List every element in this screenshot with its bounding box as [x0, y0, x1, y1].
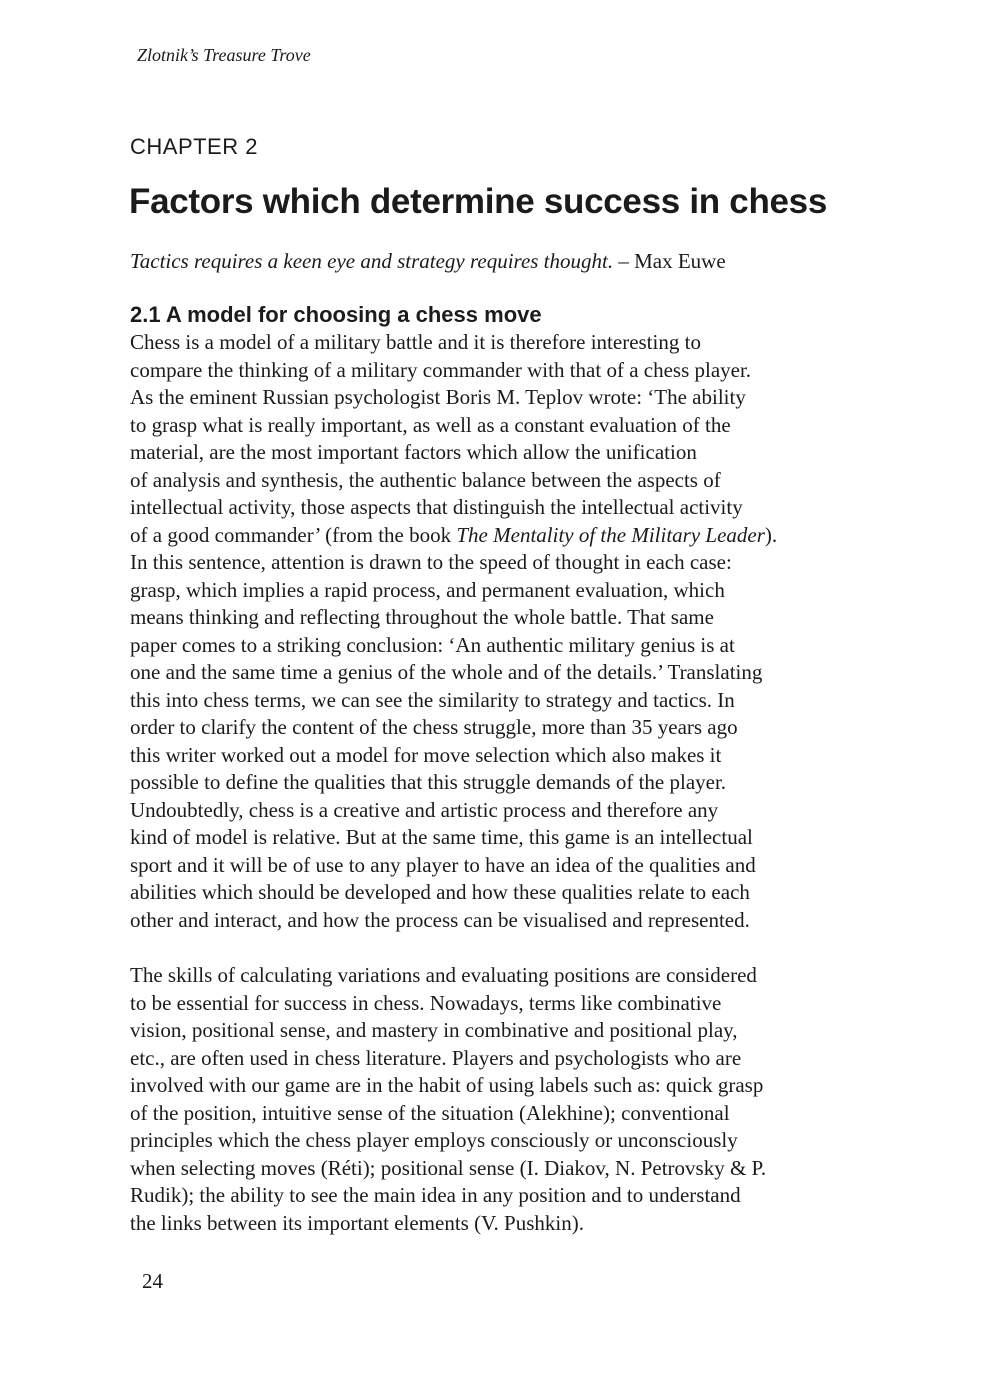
- text-line: etc., are often used in chess literature. Players and psychologists who are: [130, 1045, 742, 1070]
- text-line: As the eminent Russian psychologist Boris M. Teplov wrote: ‘The ability: [130, 385, 746, 409]
- text-line: In this sentence, attention is drawn to the speed of thought in each case:: [130, 550, 732, 574]
- text-line: to be essential for success in chess. Nowadays, terms like combinative: [130, 990, 722, 1015]
- text-line: kind of model is relative. But at the same time, this game is an intellectual: [130, 825, 753, 849]
- text-line: compare the thinking of a military commander with that of a chess player.: [130, 357, 752, 382]
- text-line: when selecting moves (Réti); positional sense (I. Diakov, N. Petrovsky & P.: [130, 1155, 767, 1180]
- text-line: Chess is a model of a military battle and it is therefore interesting to: [130, 330, 701, 354]
- section-heading: 2.1 A model for choosing a chess move: [130, 302, 542, 327]
- text-segment: of a good commander’ (from the book: [130, 522, 457, 547]
- text-line: involved with our game are in the habit of using labels such as: quick grasp: [130, 1073, 764, 1097]
- text-line: abilities which should be developed and how these qualities relate to each: [130, 880, 750, 904]
- text-line: sport and it will be of use to any player to have an idea of the qualities and: [130, 852, 756, 877]
- text-line: one and the same time a genius of the whole and of the details.’ Translating: [130, 660, 763, 684]
- text-segment: ).: [764, 522, 778, 547]
- book-title: The Mentality of the Military Leader: [456, 522, 765, 547]
- text-line: to grasp what is really important, as well as a constant evaluation of the: [130, 412, 731, 437]
- text-line: of analysis and synthesis, the authentic balance between the aspects of: [130, 467, 721, 492]
- text-line: [130, 522, 777, 550]
- paragraph-2: [130, 962, 766, 1237]
- page-number: 24: [142, 1269, 163, 1293]
- text-line: Undoubtedly, chess is a creative and artistic process and therefore any: [130, 797, 719, 822]
- text-line: other and interact, and how the process can be visualised and represented.: [130, 907, 750, 932]
- text-line: the links between its important elements (V. Pushkin).: [130, 1210, 584, 1235]
- text-line: grasp, which implies a rapid process, and permanent evaluation, which: [130, 577, 725, 602]
- text-line: Rudik); the ability to see the main idea in any position and to understand: [130, 1183, 741, 1207]
- text-line: order to clarify the content of the chess struggle, more than 35 years ago: [130, 715, 738, 739]
- epigraph: [130, 247, 726, 275]
- text-line: intellectual activity, those aspects that distinguish the intellectual activity: [130, 495, 743, 519]
- text-line: this into chess terms, we can see the similarity to strategy and tactics. In: [130, 687, 735, 712]
- text-line: this writer worked out a model for move selection which also makes it: [130, 742, 722, 767]
- text-line: principles which the chess player employs consciously or unconsciously: [130, 1128, 738, 1152]
- epigraph-attribution: – Max Euwe: [613, 249, 726, 273]
- epigraph-quote: Tactics requires a keen eye and strategy requires thought.: [130, 249, 614, 273]
- text-line: possible to define the qualities that this struggle demands of the player.: [130, 770, 727, 794]
- chapter-label: CHAPTER 2: [130, 134, 258, 159]
- text-line: of the position, intuitive sense of the situation (Alekhine); conventional: [130, 1100, 730, 1125]
- text-line: vision, positional sense, and mastery in combinative and positional play,: [130, 1018, 738, 1042]
- text-line: paper comes to a striking conclusion: ‘An authentic military genius is at: [130, 632, 735, 657]
- text-line: The skills of calculating variations and evaluating positions are considered: [130, 963, 757, 987]
- text-line: material, are the most important factors which allow the unification: [130, 440, 697, 464]
- running-head: Zlotnik’s Treasure Trove: [137, 45, 311, 65]
- chapter-title: Factors which determine success in chess: [129, 182, 828, 221]
- text-line: means thinking and reflecting throughout the whole battle. That same: [130, 605, 714, 629]
- paragraph-1: [130, 329, 777, 934]
